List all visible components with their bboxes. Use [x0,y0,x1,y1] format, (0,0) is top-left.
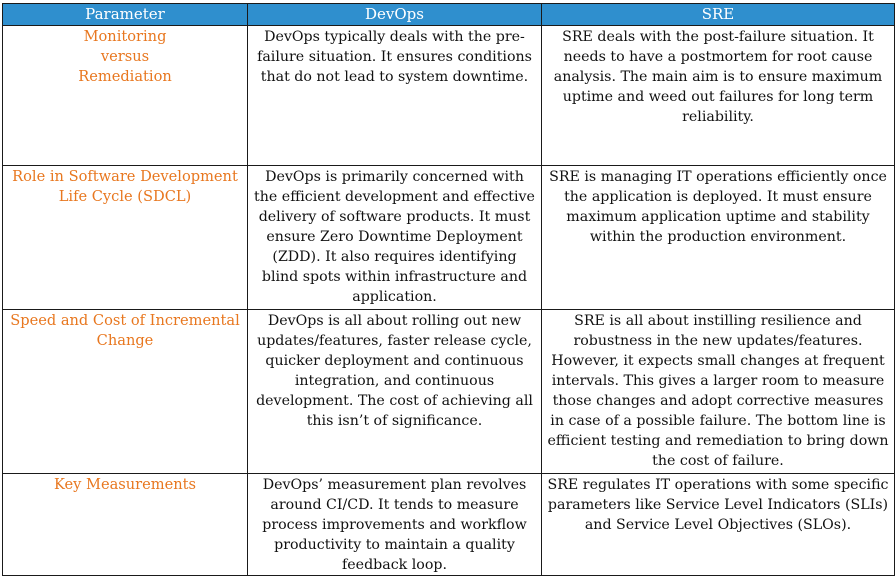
parameter-cell [3,26,248,166]
devops-cell: DevOps is primarily concerned with the efficient development and effective delivery of software products. It must ensure Zero Downtime Deployment (ZDD). It also requires identifying blind spots within infrastructure and application. [248,166,542,310]
parameter-cell [3,166,248,310]
parameter-line: Change [96,332,154,349]
parameter-line: Monitoring [83,28,167,45]
parameter-line: Key Measurements [53,476,197,493]
devops-cell: DevOps’ measurement plan revolves around CI/CD. It tends to measure process improvements and workflow productivity to maintain a quality feedback loop. [248,474,542,576]
devops-cell: DevOps is all about rolling out new updates/features, faster release cycle, quicker deployment and continuous integration, and continuous development. The cost of achieving all this isn’t of significance. [248,310,542,474]
table-row [3,310,895,474]
parameter-line: versus [100,48,150,65]
sre-cell: SRE deals with the post-failure situation. It needs to have a postmortem for root cause analysis. The main aim is to ensure maximum uptime and weed out failures for long term reliability. [542,26,895,166]
sre-cell: SRE is all about instilling resilience and robustness in the new updates/features. However, it expects small changes at frequent intervals. This gives a larger room to measure those changes and adopt corrective measures in case of a possible failure. The bottom line is efficient testing and remediation to bring down the cost of failure. [542,310,895,474]
parameter-line: Life Cycle (SDCL) [58,188,192,205]
table-row [3,166,895,310]
devops-cell: DevOps typically deals with the pre-failure situation. It ensures conditions that do not lead to system downtime. [248,26,542,166]
table-row [3,26,895,166]
sre-cell: SRE regulates IT operations with some specific parameters like Service Level Indicators (SLIs) and Service Level Objectives (SLOs). [542,474,895,576]
header-row [3,4,895,26]
parameter-cell [3,310,248,474]
parameter-cell [3,474,248,576]
header-devops: DevOps [248,4,542,26]
sre-cell: SRE is managing IT operations efficiently once the application is deployed. It must ensure maximum application uptime and stability within the production environment. [542,166,895,310]
parameter-line: Speed and Cost of Incremental [10,312,240,329]
header-sre: SRE [542,4,895,26]
parameter-line: Remediation [78,68,172,85]
header-parameter: Parameter [3,4,248,26]
parameter-line: Role in Software Development [12,168,238,185]
comparison-table [2,3,895,576]
table-row [3,474,895,576]
